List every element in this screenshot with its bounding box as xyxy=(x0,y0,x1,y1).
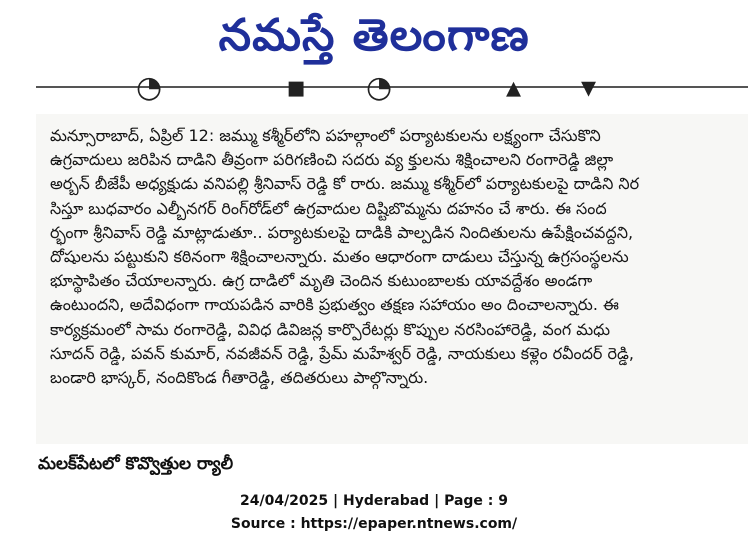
clipped-glyph: ◔ xyxy=(366,70,393,105)
article-line: బండారి భాస్కర్, నందికొండ గీతారెడ్డి, తదితరులు పాల్గొన్నారు. xyxy=(50,368,429,388)
article-line: ర్భంగా శ్రీనివాస్ రెడ్డి మాట్లాడుతూ.. పర్యాటకులపై దాడికి పాల్పడిన నిందితులను ఉపేక్షించవద్దని, xyxy=(50,222,634,242)
article-line: ఉంటుందని, అదేవిధంగా గాయపడిన వారికి ప్రభుత్వం తక్షణ సహాయం అం దించాలన్నారు. ఈ xyxy=(50,295,619,315)
article-line: భూస్థాపితం చేయాలన్నారు. ఉగ్ర దాడిలో మృతి చెందిన కుటుంబాలకు యావద్దేశం అండగా xyxy=(50,271,593,291)
clipped-glyph: ◔ xyxy=(136,70,163,105)
article-line: కార్యక్రమంలో సామ రంగారెడ్డి, వివిధ డివిజన్ల కార్పొరేటర్లు కొప్పుల నరసింహారెడ్డి, వంగ మధు xyxy=(50,319,611,339)
footer-dateline: 24/04/2025 | Hyderabad | Page : 9 xyxy=(239,493,509,509)
newspaper-masthead xyxy=(0,6,748,76)
article-line: మన్సూరాబాద్, ఏప్రిల్ 12: జమ్ము కశ్మీర్‌లోని పహల్గాంలో పర్యాటకులను లక్ష్యంగా చేసుకొని xyxy=(50,126,601,145)
article-line: సిస్తూ బుధవారం ఎల్బీనగర్ రింగ్‌రోడ్‌లో ఉగ్రవాదుల దిష్టిబొమ్మను దహనం చే శారు. ఈ సంద xyxy=(50,198,607,218)
clipped-glyph: ▪ xyxy=(286,70,307,105)
sub-headline: మలక్‌పేటలో కొవ్వొత్తుల ర్యాలీ xyxy=(38,454,234,474)
clipped-headline-strip xyxy=(36,70,748,108)
article-line: సూదన్ రెడ్డి, పవన్ కుమార్, నవజీవన్ రెడ్డి, ప్రేమ్ మహేశ్వర్ రెడ్డి, నాయకులు కళ్లెం రవీందర్ రెడ్డి, xyxy=(50,343,634,363)
article-line: ఉగ్రవాదులు జరిపిన దాడిని తీవ్రంగా పరిగణించి సదరు వ్య క్తులను శిక్షించాలని రంగారెడ్డి జిల్లా xyxy=(50,150,614,170)
article-body xyxy=(50,124,734,390)
footer-source: Source : https://epaper.ntnews.com/ xyxy=(230,516,518,532)
footer xyxy=(0,490,748,536)
masthead-logo-text: నమస్తే తెలంగాణ xyxy=(218,10,530,61)
article-line: దోషులను పట్టుకుని కఠినంగా శిక్షించాలన్నారు. మతం ఆధారంగా దాడులు చేస్తున్న ఉగ్రసంస్థలను xyxy=(50,247,629,267)
clipped-glyph: ▴ xyxy=(506,70,522,105)
article-line: అర్బన్ బీజేపీ అధ్యక్షుడు వనిపల్లి శ్రీనివాస్ రెడ్డి కో రారు. జమ్ము కశ్మీర్‌లో పర్యాటకులపై దాడిని నిర xyxy=(50,174,640,194)
clipped-glyph: ▾ xyxy=(581,70,597,105)
